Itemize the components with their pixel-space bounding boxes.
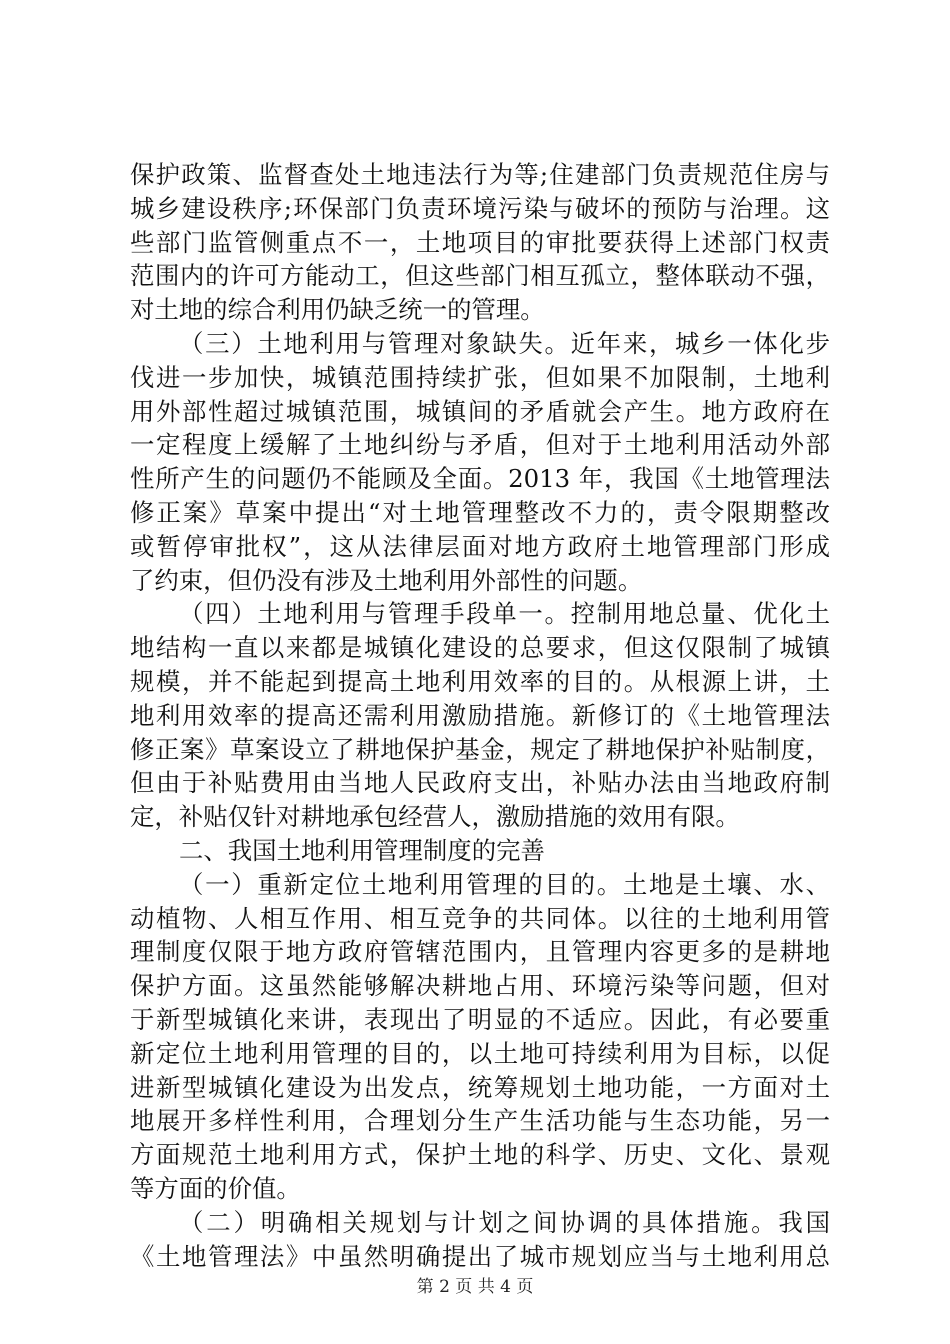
text-line: 范围内的许可方能动工，但这些部门相互孤立，整体联动不强， xyxy=(130,261,830,291)
text-line: 等方面的价值。 xyxy=(130,1173,301,1203)
text-line: 地利用效率的提高还需利用激励措施。新修订的《土地管理法 xyxy=(130,700,830,730)
text-line: （三）土地利用与管理对象缺失。近年来，城乡一体化步 xyxy=(179,328,830,358)
document-body xyxy=(130,158,830,1273)
text-line: 《土地管理法》中虽然明确提出了城市规划应当与土地利用总 xyxy=(130,1241,830,1271)
text-line: 理制度仅限于地方政府管辖范围内，且管理内容更多的是耕地 xyxy=(130,937,830,967)
text-line: 了约束，但仍没有涉及土地利用外部性的问题。 xyxy=(130,565,643,595)
text-line: 新定位土地利用管理的目的，以土地可持续利用为目标，以促 xyxy=(130,1038,830,1068)
text-line: 性所产生的问题仍不能顾及全面。2013 年，我国《土地管理法 xyxy=(130,464,830,494)
text-line: （四）土地利用与管理手段单一。控制用地总量、优化土 xyxy=(179,599,830,629)
text-line: 城乡建设秩序;环保部门负责环境污染与破坏的预防与治理。这 xyxy=(130,193,830,223)
text-line: 对土地的综合利用仍缺乏统一的管理。 xyxy=(130,295,545,325)
text-line: 规模，并不能起到提高土地利用效率的目的。从根源上讲，土 xyxy=(130,666,830,696)
text-line: 保护政策、监督查处土地违法行为等;住建部门负责规范住房与 xyxy=(130,160,830,189)
text-line: 修正案》草案中提出“对土地管理整改不力的，责令限期整改 xyxy=(130,497,830,527)
page-footer: 第 2 页 共 4 页 xyxy=(416,1277,534,1297)
text-line: 方面规范土地利用方式，保护土地的科学、历史、文化、景观 xyxy=(130,1140,830,1170)
text-line: （一）重新定位土地利用管理的目的。土地是土壤、水、 xyxy=(179,869,830,899)
text-line: 或暂停审批权”，这从法律层面对地方政府土地管理部门形成 xyxy=(130,531,830,561)
text-line: 于新型城镇化来讲，表现出了明显的不适应。因此，有必要重 xyxy=(130,1004,830,1034)
text-line: 用外部性超过城镇范围，城镇间的矛盾就会产生。地方政府在 xyxy=(130,396,830,426)
text-line: 地展开多样性利用，合理划分生产生活功能与生态功能，另一 xyxy=(130,1106,830,1136)
text-line: 地结构一直以来都是城镇化建设的总要求，但这仅限制了城镇 xyxy=(130,633,830,663)
text-line: 但由于补贴费用由当地人民政府支出，补贴办法由当地政府制 xyxy=(130,768,830,798)
text-line: 定，补贴仅针对耕地承包经营人，激励措施的效用有限。 xyxy=(130,802,740,832)
text-line: 动植物、人相互作用、相互竞争的共同体。以往的土地利用管 xyxy=(130,903,830,933)
text-line: 二、我国土地利用管理制度的完善 xyxy=(179,835,545,865)
text-line: （二）明确相关规划与计划之间协调的具体措施。我国 xyxy=(179,1207,830,1237)
text-line: 些部门监管侧重点不一，土地项目的审批要获得上述部门权责 xyxy=(130,227,830,257)
text-line: 一定程度上缓解了土地纠纷与矛盾，但对于土地利用活动外部 xyxy=(130,430,830,460)
text-line: 保护方面。这虽然能够解决耕地占用、环境污染等问题，但对 xyxy=(130,971,830,1001)
text-line: 伐进一步加快，城镇范围持续扩张，但如果不加限制，土地利 xyxy=(130,362,830,392)
text-line: 修正案》草案设立了耕地保护基金，规定了耕地保护补贴制度， xyxy=(130,734,830,764)
text-line: 进新型城镇化建设为出发点，统筹规划土地功能，一方面对土 xyxy=(130,1072,830,1102)
